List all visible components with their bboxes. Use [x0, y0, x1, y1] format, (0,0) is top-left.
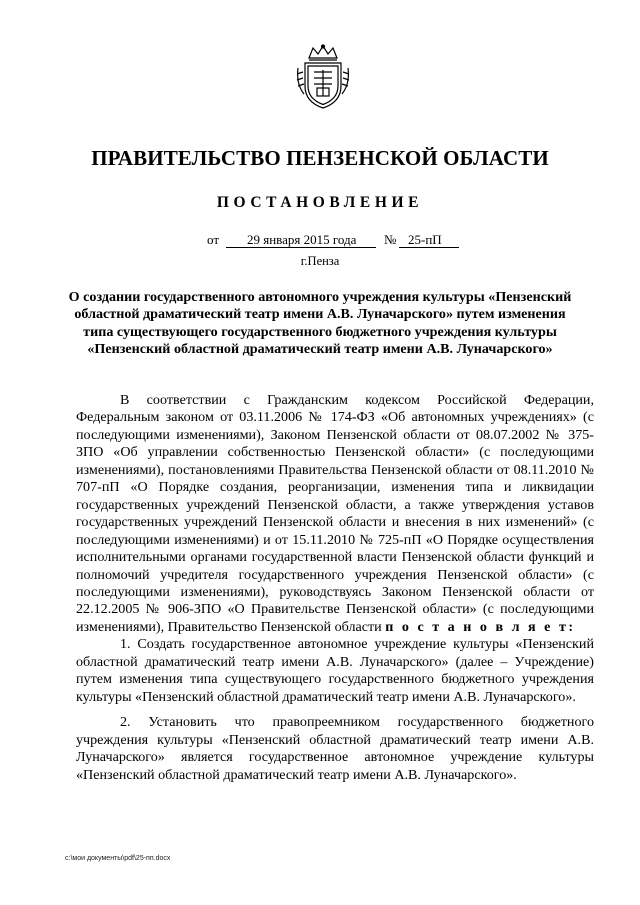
number-prefix: №	[384, 232, 397, 247]
government-title: ПРАВИТЕЛЬСТВО ПЕНЗЕНСКОЙ ОБЛАСТИ	[91, 146, 549, 170]
resolves-word: п о с т а н о в л я е т:	[385, 618, 576, 635]
document-subject: О создании государственного автономного учреждения культуры «Пензенский областной драматический театр имени А.В. Луначарского» путем изменения типа существующего государственного бюджетного учреждения культуры «Пензенский областной драматический театр имени А.В. Луначарского»	[68, 289, 572, 357]
file-path-footer: c:\мои документы\pdf\25-пп.docx	[65, 855, 171, 862]
number-underline	[399, 246, 459, 248]
document-type: ПОСТАНОВЛЕНИЕ	[216, 194, 424, 211]
item-2-paragraph: 2. Установить что правопреемником государственного бюджетного учреждения культуры «Пензенский областной драматический театр имени А.В. Луначарского» является государственное автономное учреждение культуры «Пензенский областной драматический театр имени А.В. Луначарского».	[76, 714, 594, 783]
document-number: 25-пП	[408, 232, 442, 247]
city-name: г.Пенза	[300, 254, 340, 268]
preamble-paragraph	[76, 392, 594, 636]
date-underline	[226, 246, 376, 248]
date-prefix: от	[207, 232, 220, 247]
item-1-paragraph: 1. Создать государственное автономное учреждение культуры «Пензенский областной драматический театр имени А.В. Луначарского» (далее – Учреждение) путем изменения типа существующего государственного бюджетного учреждения культуры «Пензенский областной драматический театр имени А.В. Луначарского».	[76, 636, 594, 705]
document-body	[76, 392, 594, 784]
preamble-text: В соответствии с Гражданским кодексом Российской Федерации, Федеральным законом от 03.11.2006 № 174-ФЗ «Об автономных учреждениях» (с последующими изменениями), Законом Пензенской области от 08.07.2002 № 375-ЗПО «Об управлении собственностью Пензенской области» (с последующими изменениями), постановлениями Правительства Пензенской области от 08.11.2010 № 707-пП «О Порядке создания, реорганизации, изменения типа и ликвидации государственных учреждений Пензенской области, а также утверждения уставов государственных учреждений Пензенской области и внесения в них изменений» (с последующими изменениями) и от 15.11.2010 № 725-пП «О Порядке осуществления исполнительными органами государственной власти Пензенской области функций и полномочий учредителя государственного учреждения Пензенской области» (с последующими изменениями), руководствуясь Законом Пензенской области от 22.12.2005 № 906-ЗПО «О Правительстве Пензенской области» (с последующими изменениями), Правительство Пензенской области	[76, 392, 594, 635]
document-date: 29 января 2015 года	[247, 232, 357, 247]
coat-of-arms-emblem	[295, 44, 351, 110]
